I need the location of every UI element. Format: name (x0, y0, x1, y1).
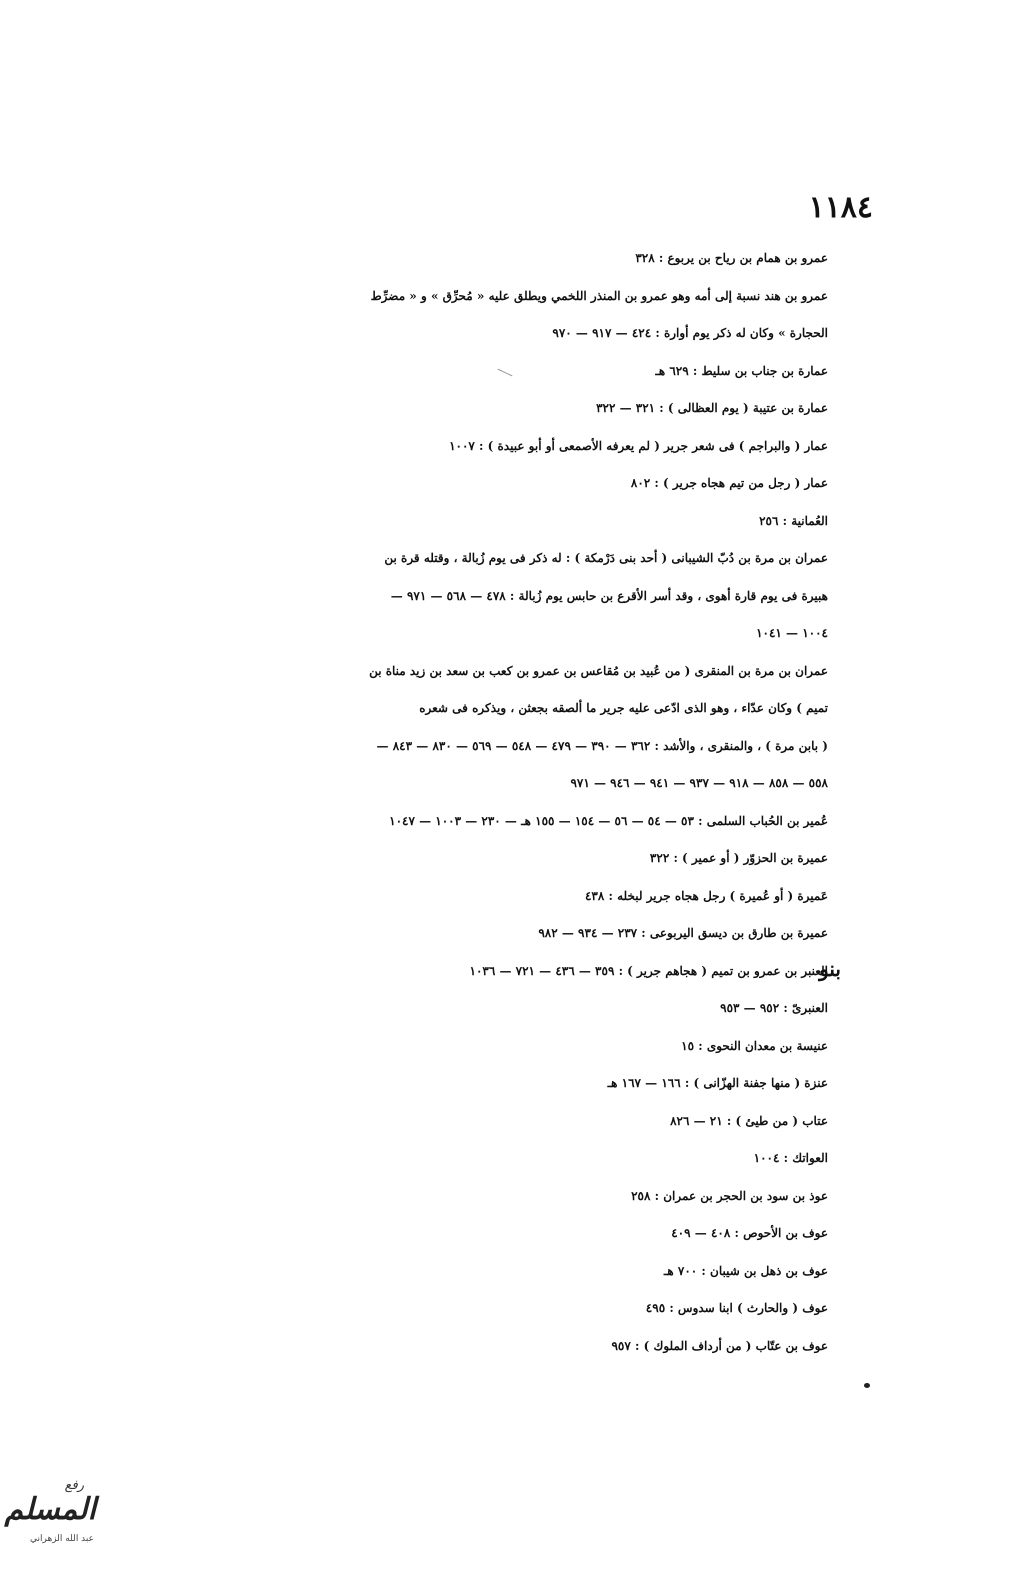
index-entry (128, 915, 828, 953)
entry-line: عَميرة ( أو عُميرة ) رجل هجاه جرير لبخله : ٤٣٨ (584, 888, 828, 903)
watermark-main-text: المسلم (4, 1492, 96, 1527)
index-entry (128, 1215, 828, 1253)
index-entry (128, 803, 828, 841)
entry-line: عمران بن مرة بن دُبّ الشيبانى ( أحد بنى دَرْمكة ) : له ذكر فى يوم زُبالة ، وقتله قرة بن (384, 551, 828, 565)
index-entry (128, 1140, 828, 1178)
entry-line: عمران بن مرة بن المنقرى ( من عُبيد بن مُقاعس بن عمرو بن كعب بن سعد بن زيد مناة بن (369, 663, 828, 678)
entry-line: العنبرىّ : ٩٥٢ — ٩٥٣ (720, 1001, 828, 1015)
index-entry (128, 278, 828, 353)
entry-line: عوف بن الأحوص : ٤٠٨ — ٤٠٩ (671, 1226, 828, 1240)
entry-line: العنبر بن عمرو بن تميم ( هجاهم جرير ) : ٣٥٩ — ٤٣٦ — ٧٢١ — ١٠٣٦ (469, 963, 828, 978)
entry-line: عوف ( والحارث ) ابنا سدوس : ٤٩٥ (645, 1301, 828, 1315)
watermark-bottom-text: عبد الله الزهراني (29, 1534, 94, 1544)
index-entry (128, 428, 828, 466)
entry-line: ٥٥٨ — ٨٥٨ — ٩١٨ — ٩٣٧ — ٩٤١ — ٩٤٦ — ٩٧١ (570, 776, 828, 790)
entry-line: عميرة بن الحزوّر ( أو عمير ) : ٣٢٢ (649, 851, 828, 865)
index-entry (128, 540, 828, 653)
entry-line: عتاب ( من طيئ ) : ٢١ — ٨٢٦ (670, 1113, 828, 1128)
index-entry (128, 1178, 828, 1216)
entry-line: عميرة بن طارق بن ديسق اليربوعى : ٢٣٧ — ٩٣٤ — ٩٨٢ (538, 926, 828, 940)
index-entries (128, 240, 828, 1365)
entry-line: عمار ( رجل من تيم هجاه جرير ) : ٨٠٢ (630, 476, 828, 490)
entry-line: عمرو بن هند نسبة إلى أمه وهو عمرو بن المنذر اللخمي ويطلق عليه « مُحرِّق » و « مضرِّط (370, 288, 828, 303)
entry-line: عمرو بن همام بن رياح بن يربوع : ٣٢٨ (635, 251, 828, 265)
index-entry (128, 1328, 828, 1366)
entry-line: عمار ( والبراجم ) فى شعر جرير ( لم يعرفه الأصمعى أو أبو عبيدة ) : ١٠٠٧ (449, 438, 828, 453)
entry-line: عوف بن ذهل بن شيبان : ٧٠٠ هـ (663, 1263, 828, 1278)
index-entry (128, 503, 828, 541)
entry-line: عمارة بن عتيبة ( يوم العظالى ) : ٣٢١ — ٣٢٢ (596, 401, 828, 415)
entry-line: عنيسة بن معدان النحوى : ١٥ (681, 1038, 828, 1053)
page-number: ١١٨٤ (808, 190, 873, 225)
index-entry (128, 990, 828, 1028)
entry-line: عُمير بن الحُباب السلمى : ٥٣ — ٥٤ — ٥٦ — ١٥٤ — ١٥٥ هـ — ٢٣٠ — ١٠٠٣ — ١٠٤٧ (389, 813, 828, 828)
entry-line: العواتك : ١٠٠٤ (753, 1151, 828, 1165)
banu-marker: بنو (819, 957, 841, 981)
entry-line: تميم ) وكان عدّاء ، وهو الذى ادّعى عليه جرير ما ألصقه بجعثن ، ويذكره فى شعره (419, 701, 828, 715)
index-entry (128, 353, 828, 391)
entry-line: ١٠٠٤ — ١٠٤١ (756, 626, 828, 640)
entry-line: ( بابن مرة ) ، والمنقرى ، والأشد : ٣٦٢ — ٣٩٠ — ٤٧٩ — ٥٤٨ — ٥٦٩ — ٨٣٠ — ٨٤٣ — (376, 738, 828, 753)
stray-ink-dot (864, 1383, 870, 1388)
entry-line: الحجارة » وكان له ذكر يوم أوارة : ٤٢٤ — ٩١٧ — ٩٧٠ (552, 326, 828, 340)
entry-line: العُمانية : ٢٥٦ (759, 513, 828, 528)
index-entry (128, 878, 828, 916)
index-entry (128, 1065, 828, 1103)
entry-line: هبيرة فى يوم قارة أهوى ، وقد أسر الأقرع بن حابس يوم زُبالة : ٤٧٨ — ٥٦٨ — ٩٧١ — (390, 588, 828, 603)
entry-line: عنزة ( منها جفنة الهزّانى ) : ١٦٦ — ١٦٧ هـ (607, 1076, 828, 1090)
index-entry (128, 465, 828, 503)
index-entry (128, 953, 828, 991)
index-entry (128, 1253, 828, 1291)
entry-line: عوف بن عتّاب ( من أرداف الملوك ) : ٩٥٧ (611, 1338, 828, 1353)
index-entry (128, 240, 828, 278)
index-entry (128, 653, 828, 803)
index-entry (128, 1290, 828, 1328)
index-entry (128, 390, 828, 428)
index-entry (128, 1103, 828, 1141)
watermark-top-text: رفع (64, 1478, 84, 1493)
entry-line: عوذ بن سود بن الحجر بن عمران : ٢٥٨ (631, 1188, 828, 1203)
index-entry (128, 840, 828, 878)
entry-line: عمارة بن جناب بن سليط : ٦٢٩ هـ (655, 363, 828, 378)
index-entry (128, 1028, 828, 1066)
watermark-logo (4, 1478, 98, 1558)
